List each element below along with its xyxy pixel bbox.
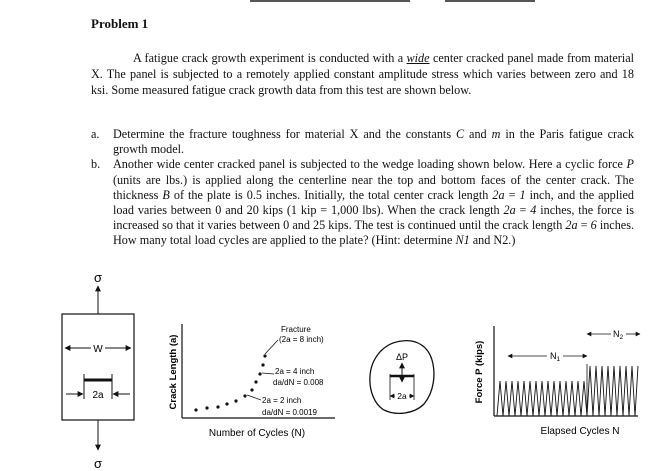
crack-growth-plot — [165, 322, 345, 444]
header-rule — [0, 0, 671, 2]
math-symbol: C — [455, 127, 465, 141]
question-marker: b. — [91, 157, 101, 172]
question-text: = — [577, 218, 591, 233]
data-point — [261, 363, 264, 366]
load-waveform-stage2b — [587, 366, 638, 416]
fracture-crack-annotation: (2a = 8 inch) — [279, 335, 324, 344]
intro-text-cont: center cracked panel made from material X. The panel is subjected to a remotely applied constant amplitude stress which varies between zero and 18 ksi. Some measured fatigue crack growth data from this test are shown below. — [91, 51, 634, 97]
question-text: and — [464, 127, 492, 141]
load-history-plot — [470, 324, 665, 442]
math-symbol: m — [491, 127, 501, 141]
question-a — [91, 127, 634, 157]
math-symbol: 2a — [492, 187, 505, 202]
math-symbol: 6 — [590, 218, 597, 233]
question-text: = — [515, 203, 531, 218]
n1-subscript: 1 — [556, 356, 561, 363]
data-point — [234, 399, 237, 402]
data-point — [216, 405, 219, 408]
math-symbol: 2a — [503, 203, 516, 218]
load-waveform-stage1 — [497, 381, 557, 416]
two-inch-rate-annotation: da/dN = 0.0019 — [262, 408, 317, 417]
crack-length-label: 2a — [92, 390, 104, 401]
data-point — [263, 354, 266, 357]
data-point — [254, 380, 257, 383]
n1-label — [550, 351, 561, 363]
force-axis-label: Force P (kips) — [474, 340, 485, 404]
sigma-bottom-label: σ — [93, 456, 103, 471]
question-text: and N2.) — [469, 233, 516, 248]
n2-subscript: 2 — [619, 334, 624, 341]
four-inch-rate-annotation: da/dN = 0.008 — [273, 378, 324, 387]
math-symbol: N1 — [455, 233, 470, 248]
math-symbol: P — [626, 157, 634, 172]
fracture-annotation: Fracture — [281, 325, 311, 334]
question-text: Another wide center cracked panel is subjected to the wedge loading shown below. Here a cyclic force — [113, 157, 627, 172]
n2-label — [613, 329, 624, 341]
panel-outline — [62, 314, 134, 420]
question-text: (units are lbs.) is applied along the centerline near the top and bottom faces of the center crack. The thickness — [113, 172, 634, 202]
four-inch-leader — [262, 373, 274, 374]
data-point — [205, 406, 208, 409]
question-text: of the plate is 0.5 inches. Initially, the total center crack length — [169, 187, 493, 202]
two-inch-annotation: 2a = 2 inch — [262, 396, 302, 405]
wedge-crack-label: 2a — [397, 391, 407, 401]
math-symbol: 4 — [530, 203, 537, 218]
question-marker: a. — [91, 127, 100, 141]
emphasis-wide: wide — [406, 51, 430, 65]
width-label: W — [93, 344, 103, 355]
data-point — [194, 408, 197, 411]
question-text: inches. How many total load cycles are applied to the plate? (Hint: determine — [113, 218, 635, 248]
question-text: inches, the force is increased so that it varies between 0 and 25 kips. The test is continued until the crack length — [113, 203, 635, 233]
data-point — [225, 402, 228, 405]
intro-text: A fatigue crack growth experiment is conducted with a — [133, 51, 407, 65]
data-point — [250, 388, 253, 391]
four-inch-annotation: 2a = 4 inch — [275, 367, 315, 376]
fracture-leader — [265, 340, 278, 354]
load-waveform-stage2a — [557, 381, 587, 416]
force-delta-label: ΔP — [395, 352, 409, 362]
question-text: Determine the fracture toughness for material X and the constants — [113, 127, 456, 141]
two-inch-leader — [247, 395, 261, 400]
question-text: inch, and the applied load varies between 0 and 20 kips (1 kip = 1,000 lbs). When the crack length — [113, 187, 635, 218]
question-b — [91, 157, 634, 248]
question-list — [91, 127, 634, 249]
math-symbol: 1 — [519, 187, 526, 202]
cycles-axis-label: Number of Cycles (N) — [208, 428, 306, 439]
math-symbol: B — [162, 187, 170, 202]
data-point — [258, 372, 261, 375]
problem-title: Problem 1 — [91, 16, 149, 31]
wedge-load-figure — [368, 338, 438, 418]
question-text: = — [504, 187, 520, 202]
question-text: in the Paris fatigue crack growth model. — [113, 127, 634, 157]
math-symbol: 2a — [565, 218, 578, 233]
sigma-top-label: σ — [93, 270, 103, 285]
n2-symbol: N — [613, 329, 620, 339]
elapsed-cycles-label: Elapsed Cycles N — [540, 426, 620, 437]
crack-length-axis-label: Crack Length (a) — [168, 334, 179, 410]
panel-figure — [52, 268, 152, 471]
n1-symbol: N — [550, 351, 557, 361]
problem-statement — [91, 50, 634, 98]
data-point — [243, 394, 246, 397]
